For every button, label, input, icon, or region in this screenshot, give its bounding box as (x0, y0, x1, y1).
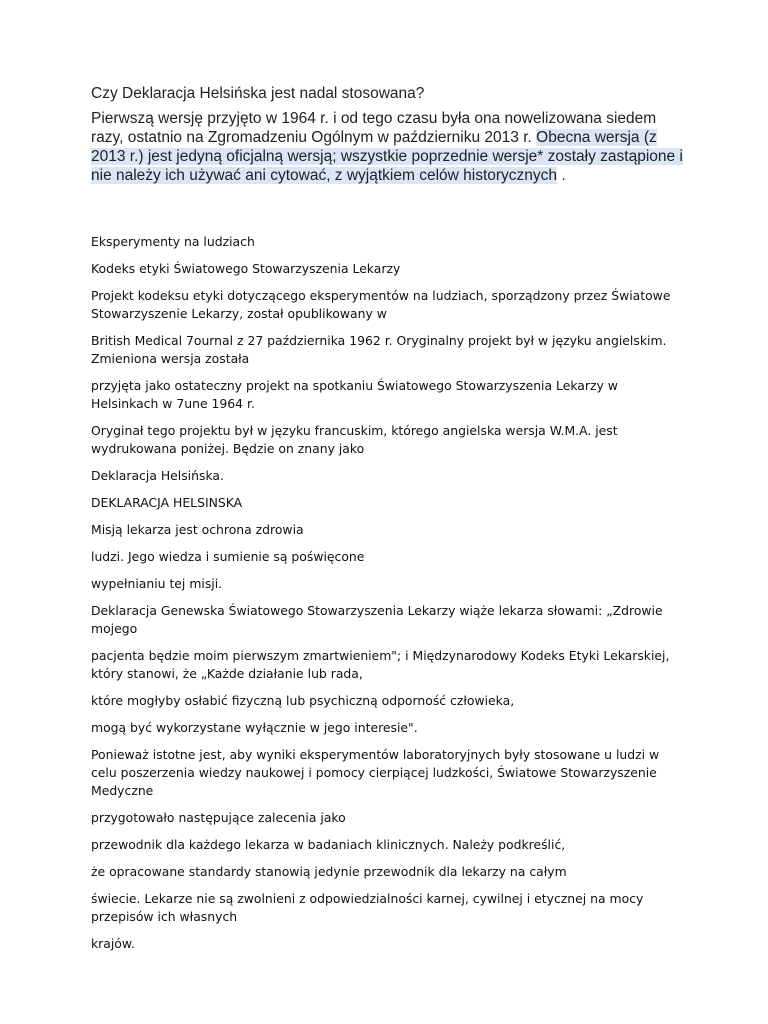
paragraph: Deklaracja Helsińska. (91, 468, 224, 483)
paragraph: które mogłyby osłabić fizyczną lub psychiczną odporność człowieka, (91, 693, 515, 708)
paragraph: mogą być wykorzystane wyłącznie w jego interesie". (91, 720, 418, 735)
document-body (91, 233, 681, 962)
intro-highlighted-text[interactable]: Obecna wersja (z 2013 r.) jest jedyną oficjalną wersją; wszystkie poprzednie wersje* zostały zastąpione i nie należy ich używać ani cytować, z wyjątkiem celów historycznych (91, 129, 683, 184)
paragraph: British Medical 7ournal z 27 października 1962 r. Oryginalny projekt był w języku angielskim. Zmieniona wersja została (91, 333, 667, 366)
paragraph: Ponieważ istotne jest, aby wyniki eksperymentów laboratoryjnych były stosowane u ludzi w celu poszerzenia wiedzy naukowej i pomocy cierpiącej ludzkości, Światowe Stowarzyszenie Medyczne (91, 747, 660, 798)
paragraph: że opracowane standardy stanowią jedynie przewodnik dla lekarzy na całym (91, 864, 567, 879)
paragraph: świecie. Lekarze nie są zwolnieni z odpowiedzialności karnej, cywilnej i etycznej na mocy przepisów ich własnych (91, 891, 644, 924)
paragraph-code-title: Kodeks etyki Światowego Stowarzyszenia Lekarzy (91, 261, 401, 276)
paragraph: przewodnik dla każdego lekarza w badaniach klinicznych. Należy podkreślić, (91, 837, 566, 852)
paragraph: Projekt kodeksu etyki dotyczącego eksperymentów na ludziach, sporządzony przez Światowe Stowarzyszenie Lekarzy, został opublikowany w (91, 288, 671, 321)
document-heading: Czy Deklaracja Helsińska jest nadal stosowana? (91, 85, 425, 102)
paragraph: Misją lekarza jest ochrona zdrowia (91, 522, 304, 537)
paragraph: przyjęta jako ostateczny projekt na spotkaniu Światowego Stowarzyszenia Lekarzy w Helsinkach w 7une 1964 r. (91, 378, 618, 411)
intro-paragraph (91, 109, 691, 185)
paragraph: wypełnianiu tej misji. (91, 576, 223, 591)
paragraph-declaration-title: DEKLARACJA HELSINSKA (91, 495, 243, 510)
intro-end-text: . (557, 167, 566, 184)
intro-plain-text: Pierwszą wersję przyjęto w 1964 r. i od tego czasu była ona nowelizowana siedem razy, ostatnio na Zgromadzeniu Ogólnym w październiku 2013 r. (91, 110, 657, 146)
paragraph-section-title: Eksperymenty na ludziach (91, 234, 255, 249)
paragraph: ludzi. Jego wiedza i sumienie są poświęcone (91, 549, 365, 564)
paragraph: Deklaracja Genewska Światowego Stowarzyszenia Lekarzy wiąże lekarza słowami: „Zdrowie mojego (91, 603, 663, 636)
paragraph: Oryginał tego projektu był w języku francuskim, którego angielska wersja W.M.A. jest wydrukowana poniżej. Będzie on znany jako (91, 423, 618, 456)
paragraph: przygotowało następujące zalecenia jako (91, 810, 346, 825)
paragraph: pacjenta będzie moim pierwszym zmartwieniem"; i Międzynarodowy Kodeks Etyki Lekarskiej, który stanowi, że „Każde działanie lub rada, (91, 648, 670, 681)
paragraph: krajów. (91, 936, 135, 951)
